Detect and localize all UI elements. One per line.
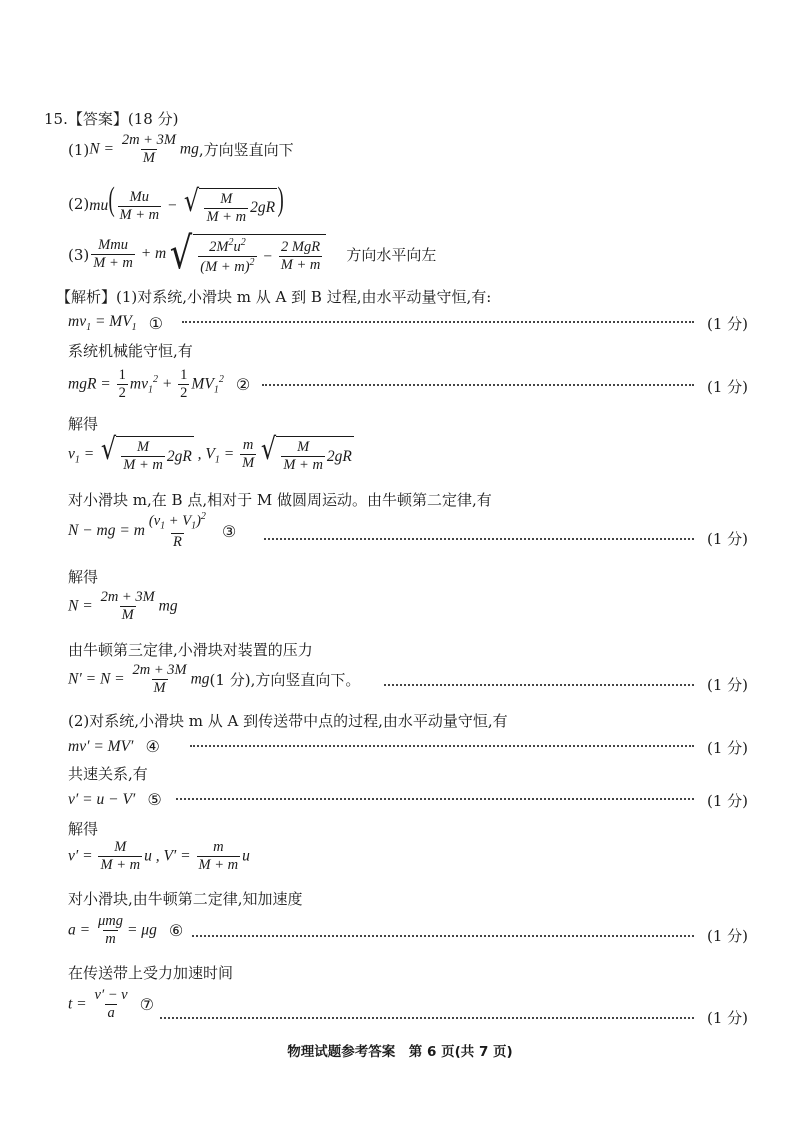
question-number: 15. xyxy=(44,109,68,128)
pressure-formula: N′ = N = $\frac{2m + 3M}{M}$ mg xyxy=(68,662,210,697)
solve-label-1-text: 解得 xyxy=(68,415,99,433)
normal-force-formula: N = $\frac{2m + 3M}{M}$ mg xyxy=(68,589,178,624)
equation-4 xyxy=(68,737,160,756)
equation-6-mark: ⑥ xyxy=(168,921,184,941)
equation-3-formula: N − mg = m $\frac{(v_1 + V_1)^2}{R}$ xyxy=(68,511,206,551)
leader-dots xyxy=(176,798,694,800)
leader-dots xyxy=(160,1017,694,1019)
score-3: (1 分) xyxy=(706,530,748,548)
normal-force-result xyxy=(68,590,178,623)
common-label: 共速关系,有 xyxy=(68,765,148,783)
answer-2-formula: mu( $\frac{Mu}{M + m}$ − √ $\frac{M}{M + m}$ 2gR ) xyxy=(89,181,284,225)
leader-dots xyxy=(190,745,694,747)
energy-text xyxy=(68,340,193,361)
answer-label: 【答案】 xyxy=(67,110,128,128)
equation-2-formula: mgR = $\frac{1}{2}$ $mv_1^2$ + $\frac{1}{2}$ $MV_1^2$ xyxy=(68,367,224,402)
pressure-result xyxy=(68,663,360,696)
solve-label-1 xyxy=(68,413,98,434)
answer-1-direction: ,方向竖直向下 xyxy=(198,141,294,160)
score-2: (1 分) xyxy=(706,378,748,396)
answer-1-formula: N = $\frac{2m + 3M}{M}$ mg xyxy=(89,132,199,167)
analysis-intro-text: 【解析】(1)对系统,小滑块 m 从 A 到 B 过程,由水平动量守恒,有: xyxy=(56,288,492,306)
leader-dots xyxy=(182,321,694,323)
equation-2-mark: ② xyxy=(235,375,251,395)
energy-text-label: 系统机械能守恒,有 xyxy=(68,342,193,360)
circular-text xyxy=(68,489,492,510)
equation-5-mark: ⑤ xyxy=(147,790,162,809)
velocity-formula: $v_1$ = √ $\frac{M}{M + m}$ 2gR , $V_1$ = $\frac{m}{M}$ √ $\frac{M}{M + m}$ 2gR xyxy=(68,432,352,474)
velocity-results xyxy=(68,432,354,474)
answer-2 xyxy=(68,183,284,225)
velocity-formula-2: v′ = $\frac{M}{M + m}$ u , V′ = $\frac{m}{M + m}$ u xyxy=(68,839,250,874)
equation-6-formula: a = $\frac{\text{μmg}}{m}$ = μg xyxy=(68,913,157,948)
page-footer: 物理试题参考答案 第 6 页(共 7 页) xyxy=(287,1044,513,1060)
leader-dots xyxy=(264,538,694,540)
equation-4-mark: ④ xyxy=(145,737,160,756)
score-6: (1 分) xyxy=(706,792,748,810)
solve-label-3-text: 解得 xyxy=(68,820,99,838)
third-law-label: 由牛顿第三定律,小滑块对装置的压力 xyxy=(68,641,313,659)
part2-label: (2)对系统,小滑块 m 从 A 到传送带中点的过程,由水平动量守恒,有 xyxy=(68,712,508,730)
answer-3-prefix: (3) xyxy=(68,245,90,264)
common-text xyxy=(68,763,148,784)
equation-6 xyxy=(68,914,183,947)
equation-7-mark: ⑦ xyxy=(139,995,154,1015)
answer-1 xyxy=(68,133,294,166)
pressure-tail: (1 分),方向竖直向下。 xyxy=(209,671,361,690)
score-8: (1 分) xyxy=(706,1009,748,1027)
question-score: (18 分) xyxy=(127,110,179,128)
time-label: 在传送带上受力加速时间 xyxy=(68,964,234,982)
score-4: (1 分) xyxy=(706,676,748,694)
leader-dots xyxy=(262,384,694,386)
answer-3-direction: 方向水平向左 xyxy=(346,246,437,265)
leader-dots xyxy=(384,684,694,686)
equation-5 xyxy=(68,790,162,809)
equation-1-mark: ① xyxy=(148,313,164,333)
equation-3-mark: ③ xyxy=(221,521,237,541)
equation-4-formula: mv′ = MV′ xyxy=(68,737,134,755)
velocity-results-2 xyxy=(68,840,250,873)
accel-label: 对小滑块,由牛顿第二定律,知加速度 xyxy=(68,890,303,908)
answer-1-prefix: (1) xyxy=(68,140,90,159)
equation-1-formula: $mv_1 = MV_1$ xyxy=(68,313,137,334)
score-7: (1 分) xyxy=(706,927,748,945)
question-header xyxy=(44,108,178,129)
score-1: (1 分) xyxy=(706,315,748,333)
third-law-text xyxy=(68,639,313,660)
equation-7 xyxy=(68,988,154,1021)
solve-label-2 xyxy=(68,566,98,587)
equation-7-formula: t = $\frac{v' - v}{a}$ xyxy=(68,987,128,1022)
score-5: (1 分) xyxy=(706,739,748,757)
analysis-intro xyxy=(56,286,491,307)
circular-text-label: 对小滑块 m,在 B 点,相对于 M 做圆周运动。由牛顿第二定律,有 xyxy=(68,491,492,509)
answer-3-formula: $\frac{\text{Mmu}}{M + m}$ + m √ $\frac{2M^2u^2}{(M + m)^2}$ − $\frac{\text{2 MgR}}{M + m}$ xyxy=(89,234,326,275)
solve-label-2-text: 解得 xyxy=(68,568,99,586)
part2-text xyxy=(68,710,508,731)
time-text xyxy=(68,962,233,983)
accel-text xyxy=(68,888,303,909)
solve-label-3 xyxy=(68,818,98,839)
answer-2-prefix: (2) xyxy=(68,195,90,214)
equation-5-formula: v′ = u − V′ xyxy=(68,790,136,808)
equation-2 xyxy=(68,368,250,401)
answer-3 xyxy=(68,228,437,279)
equation-3 xyxy=(68,512,236,550)
leader-dots xyxy=(192,935,694,937)
equation-1 xyxy=(68,313,163,333)
